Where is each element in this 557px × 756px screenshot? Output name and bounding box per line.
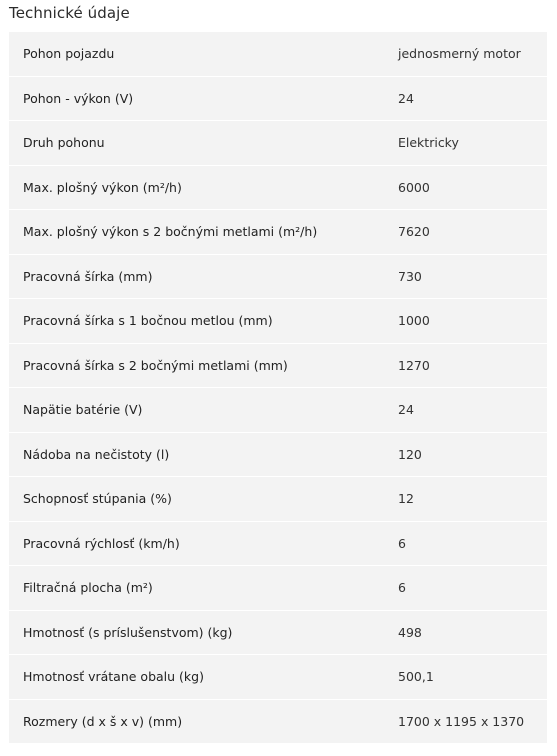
spec-value: 6 — [384, 522, 547, 567]
table-row — [9, 32, 547, 77]
spec-label: Pracovná šírka s 1 bočnou metlou (mm) — [9, 299, 384, 344]
spec-value: jednosmerný motor — [384, 32, 547, 77]
table-row — [9, 121, 547, 166]
technical-specs-table — [9, 32, 547, 744]
spec-value: Elektricky — [384, 121, 547, 166]
spec-label: Pracovná šírka s 2 bočnými metlami (mm) — [9, 344, 384, 389]
table-row — [9, 522, 547, 567]
spec-value: 6 — [384, 566, 547, 611]
spec-label: Hmotnosť vrátane obalu (kg) — [9, 655, 384, 700]
spec-label: Filtračná plocha (m²) — [9, 566, 384, 611]
spec-value: 6000 — [384, 166, 547, 211]
spec-label: Napätie batérie (V) — [9, 388, 384, 433]
table-row — [9, 299, 547, 344]
spec-value: 1700 x 1195 x 1370 — [384, 700, 547, 745]
table-row — [9, 477, 547, 522]
spec-value: 500,1 — [384, 655, 547, 700]
table-row — [9, 210, 547, 255]
spec-value: 1000 — [384, 299, 547, 344]
table-row — [9, 77, 547, 122]
spec-label: Schopnosť stúpania (%) — [9, 477, 384, 522]
table-row — [9, 388, 547, 433]
table-row — [9, 433, 547, 478]
spec-label: Pracovná šírka (mm) — [9, 255, 384, 300]
table-row — [9, 566, 547, 611]
spec-label: Rozmery (d x š x v) (mm) — [9, 700, 384, 745]
table-row — [9, 655, 547, 700]
section-title: Technické údaje — [9, 4, 130, 22]
spec-value: 498 — [384, 611, 547, 656]
spec-value: 12 — [384, 477, 547, 522]
spec-value: 120 — [384, 433, 547, 478]
spec-label: Druh pohonu — [9, 121, 384, 166]
spec-label: Pohon pojazdu — [9, 32, 384, 77]
table-row — [9, 611, 547, 656]
spec-value: 7620 — [384, 210, 547, 255]
spec-value: 24 — [384, 77, 547, 122]
table-row — [9, 166, 547, 211]
spec-label: Max. plošný výkon s 2 bočnými metlami (m²/h) — [9, 210, 384, 255]
spec-label: Max. plošný výkon (m²/h) — [9, 166, 384, 211]
spec-value: 1270 — [384, 344, 547, 389]
spec-value: 730 — [384, 255, 547, 300]
spec-value: 24 — [384, 388, 547, 433]
specs-table-body — [9, 32, 547, 744]
table-row — [9, 344, 547, 389]
spec-label: Nádoba na nečistoty (l) — [9, 433, 384, 478]
spec-label: Pohon - výkon (V) — [9, 77, 384, 122]
table-row — [9, 255, 547, 300]
spec-label: Hmotnosť (s príslušenstvom) (kg) — [9, 611, 384, 656]
spec-label: Pracovná rýchlosť (km/h) — [9, 522, 384, 567]
table-row — [9, 700, 547, 745]
